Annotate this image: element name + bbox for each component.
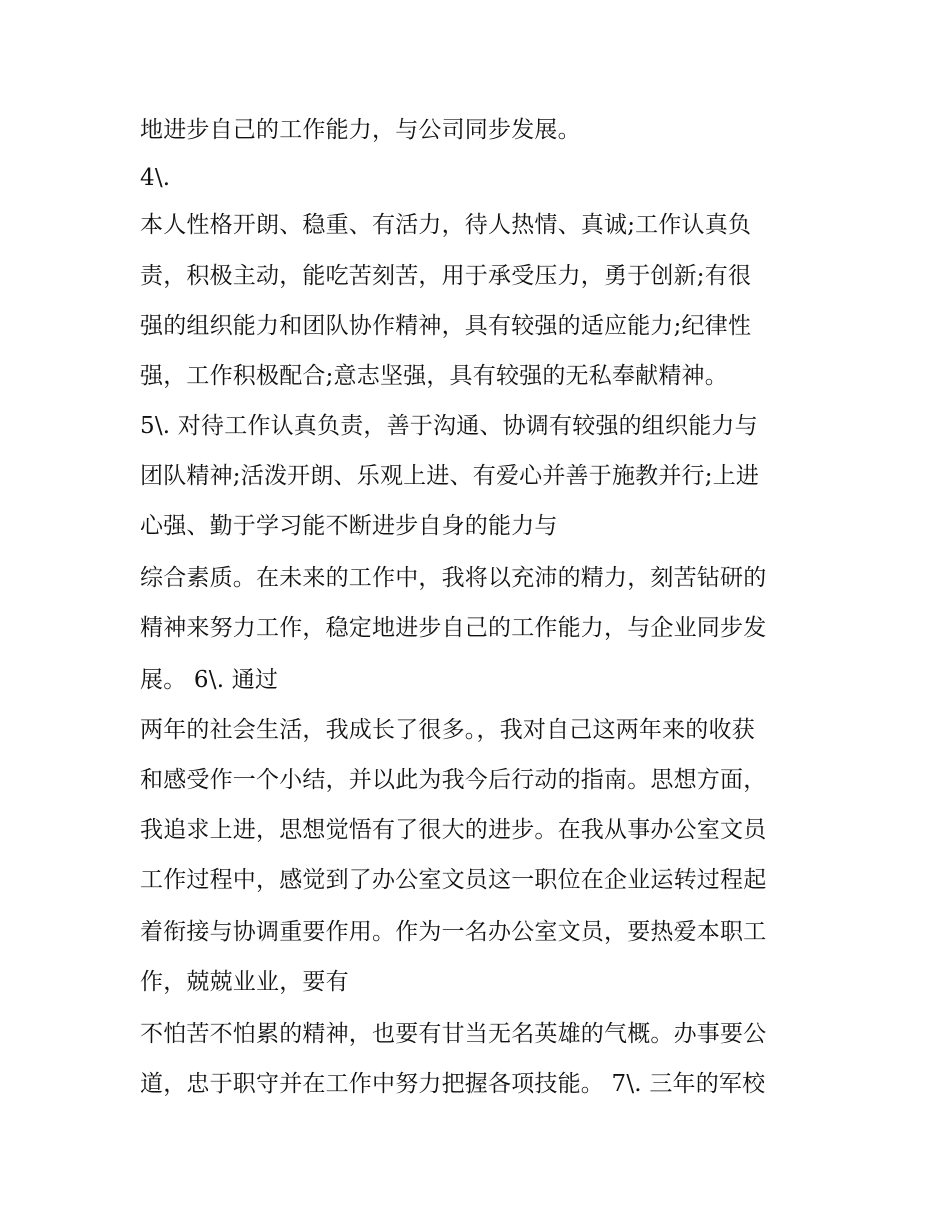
- text-line: 强，工作积极配合;意志坚强，具有较强的无私奉献精神。: [140, 363, 728, 389]
- text-line: 综合素质。在未来的工作中，我将以充沛的精力，刻苦钻研的: [140, 565, 767, 591]
- text-line: 工作过程中，感觉到了办公室文员这一职位在企业运转过程起: [140, 867, 767, 893]
- text-line: 5\. 对待工作认真负责，善于沟通、协调有较强的组织能力与: [140, 413, 758, 439]
- text-line: 道，忠于职守并在工作中努力把握各项技能。 7\. 三年的军校: [140, 1071, 766, 1097]
- text-line: 着衔接与协调重要作用。作为一名办公室文员，要热爱本职工: [140, 919, 767, 945]
- text-line: 展。 6\. 通过: [140, 667, 279, 693]
- text-line: 我追求上进，思想觉悟有了很大的进步。在我从事办公室文员: [140, 817, 767, 843]
- text-line: 4\.: [140, 165, 171, 191]
- text-line: 强的组织能力和团队协作精神，具有较强的适应能力;纪律性: [140, 313, 752, 339]
- text-line: 团队精神;活泼开朗、乐观上进、有爱心并善于施教并行;上进: [140, 463, 760, 489]
- text-line: 责，积极主动，能吃苦刻苦，用于承受压力，勇于创新;有很: [140, 263, 752, 289]
- text-line: 地进步自己的工作能力，与公司同步发展。: [140, 117, 581, 143]
- text-line: 本人性格开朗、稳重、有活力，待人热情、真诚;工作认真负: [140, 212, 752, 238]
- text-line: 作，兢兢业业，要有: [140, 969, 349, 995]
- text-line: 不怕苦不怕累的精神，也要有甘当无名英雄的气概。办事要公: [140, 1021, 767, 1047]
- text-line: 两年的社会生活，我成长了很多。，我对自己这两年来的收获: [140, 717, 755, 743]
- text-line: 和感受作一个小结，并以此为我今后行动的指南。思想方面，: [140, 767, 767, 793]
- text-line: 精神来努力工作，稳定地进步自己的工作能力，与企业同步发: [140, 615, 767, 641]
- text-line: 心强、勤于学习能不断进步自身的能力与: [140, 513, 558, 539]
